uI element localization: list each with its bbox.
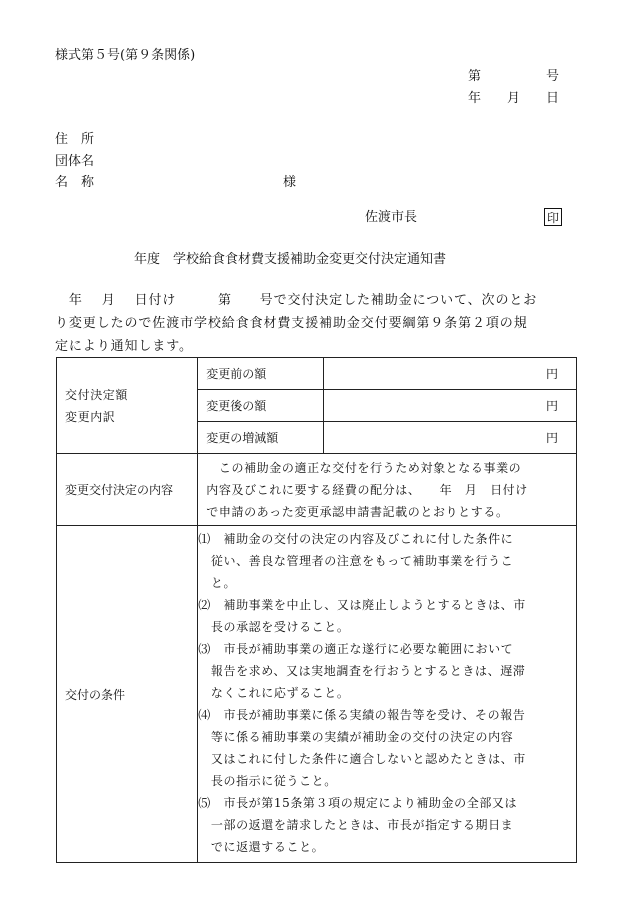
details-table xyxy=(56,357,577,863)
change-amount-unit: 円 xyxy=(323,422,577,454)
condition-line: ⑷ 市長が補助事業に係る実績の報告等を受け、その報告 xyxy=(198,708,526,722)
before-amount-unit: 円 xyxy=(323,358,577,390)
body-line: 年 月 日付け 第 号で交付決定した補助金について、次のとお xyxy=(55,293,538,308)
issuer-title: 佐渡市長 xyxy=(365,210,418,225)
group-name-label: 団体名 xyxy=(55,154,95,169)
condition-line: 一部の返還を請求したときは、市長が指定する期日ま xyxy=(198,818,514,832)
change-content-line: この補助金の適正な交付を行うため対象となる事業の xyxy=(206,460,522,475)
change-content-line: 内容及びこれに要する経費の配分は、 年 月 日付け xyxy=(206,482,528,497)
condition-line: ⑸ 市長が第15条第３項の規定により補助金の全部又は xyxy=(198,796,518,810)
condition-line: ⑶ 市長が補助事業の適正な遂行に必要な範囲において xyxy=(198,642,514,656)
condition-line: 従い、善良な管理者の注意をもって補助事業を行うこ xyxy=(198,554,514,568)
change-content-line: で申請のあった変更承認申請書記載のとおりとする。 xyxy=(206,504,509,519)
condition-line: なくこれに応ずること。 xyxy=(198,686,350,700)
after-amount-unit: 円 xyxy=(323,390,577,422)
change-content-label: 変更交付決定の内容 xyxy=(57,454,198,526)
amount-label-line: 交付決定額 xyxy=(65,387,129,402)
form-number: 様式第５号(第９条関係) xyxy=(55,48,196,63)
document-date-label: 年 月 日 xyxy=(468,91,560,106)
body-line: 定により通知します。 xyxy=(55,339,193,354)
address-label: 住 所 xyxy=(55,132,95,147)
document-title: 年度 学校給食食材費支援補助金変更交付決定通知書 xyxy=(134,252,447,267)
before-amount-label: 変更前の額 xyxy=(198,358,323,390)
condition-line: 又はこれに付した条件に適合しないと認めたときは、市 xyxy=(198,752,526,766)
condition-line: 等に係る補助事業の実績が補助金の交付の決定の内容 xyxy=(198,730,514,744)
honorific: 様 xyxy=(283,175,297,190)
amount-section-label xyxy=(57,358,198,454)
condition-line: 長の指示に従うこと。 xyxy=(198,774,337,788)
body-line: り変更したので佐渡市学校給食食材費支援補助金交付要綱第９条第２項の規 xyxy=(55,316,528,331)
condition-line: でに返還すること。 xyxy=(198,840,325,854)
condition-line: 長の承認を受けること。 xyxy=(198,620,350,634)
condition-line: ⑵ 補助事業を中止し、又は廃止しようとするときは、市 xyxy=(198,598,526,612)
change-amount-label: 変更の増減額 xyxy=(198,422,323,454)
condition-line: ⑴ 補助金の交付の決定の内容及びこれに付した条件に xyxy=(198,532,514,546)
conditions-text xyxy=(198,526,577,863)
condition-line: と。 xyxy=(198,576,237,590)
document-number-label: 第 号 xyxy=(468,69,560,84)
condition-line: 報告を求め、又は実地調査を行おうとするときは、遅滞 xyxy=(198,664,526,678)
conditions-label: 交付の条件 xyxy=(57,526,198,863)
amount-label-line: 変更内訳 xyxy=(65,409,116,424)
after-amount-label: 変更後の額 xyxy=(198,390,323,422)
name-label: 名 称 xyxy=(55,175,95,190)
change-content-text xyxy=(198,454,577,526)
body-paragraph xyxy=(55,289,575,358)
seal-stamp: 印 xyxy=(544,208,562,226)
